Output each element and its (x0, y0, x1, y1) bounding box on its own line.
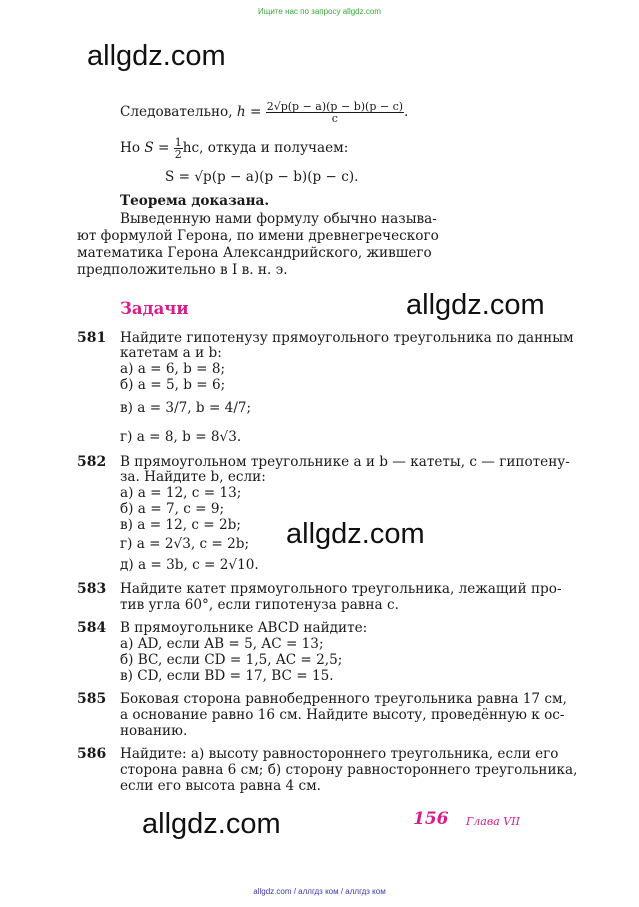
problem-text: катетам a и b: (120, 345, 222, 361)
problem-item: а) AD, если AB = 5, AC = 13; (120, 636, 324, 652)
h-formula-fraction (266, 101, 404, 124)
problem-text: Найдите: а) высоту равностороннего треугольника, если его (120, 746, 559, 762)
problem-item: а) a = 12, c = 13; (120, 485, 242, 501)
heron-paragraph-line: ют формулой Герона, по имени древнегреческого (77, 228, 439, 244)
problem-number: 586 (77, 746, 107, 762)
watermark: allgdz.com (286, 518, 425, 550)
problem-number: 583 (77, 581, 107, 597)
problem-text: тив угла 60°, если гипотенуза равна c. (120, 597, 399, 613)
heron-paragraph-line: математика Герона Александрийского, жившего (77, 245, 432, 261)
half-fraction: $\frac{1}{2}$ (174, 136, 182, 161)
problem-item: д) a = 3b, c = 2√10. (120, 557, 259, 573)
problem-text: а основание равно 16 см. Найдите высоту, проведённую к ос- (120, 707, 565, 723)
theorem-proved: Теорема доказана. (120, 193, 270, 209)
problem-item: б) a = 5, b = 6; (120, 377, 226, 393)
top-search-link[interactable]: Ищите нас по запросу allgdz.com (258, 7, 381, 16)
problem-text: за. Найдите b, если: (120, 469, 266, 485)
h-formula-prefix: Следовательно, (120, 104, 233, 120)
problem-number: 585 (77, 691, 107, 707)
s-intro-suffix: hc, откуда и получаем: (182, 140, 349, 156)
s-intro-prefix: Но (120, 140, 141, 156)
heron-paragraph-line: Выведенную нами формулу обычно называ- (120, 211, 437, 227)
problem-item: г) a = 2√3, c = 2b; (120, 536, 250, 552)
problem-text: Найдите катет прямоугольного треугольника, лежащий про- (120, 581, 562, 597)
problem-item: в) a = 3/7, b = 4/7; (120, 400, 252, 416)
problem-item: б) a = 7, c = 9; (120, 501, 225, 517)
h-formula-denominator: c (331, 112, 338, 125)
chapter-label: Глава VII (466, 815, 520, 828)
problem-text: нованию. (120, 723, 188, 739)
problem-number: 581 (77, 330, 107, 346)
footer-links[interactable]: allgdz.com / аллгдз ком / аллгдз ком (253, 887, 386, 896)
problem-text: если его высота равна 4 см. (120, 778, 321, 794)
problem-item: в) a = 12, c = 2b; (120, 517, 241, 533)
heron-paragraph-line: предположительно в I в. н. э. (77, 262, 288, 278)
h-formula-line: Следовательно, h = $\frac{2√p(p - a)(p - b)(p - c)}{c}$ . (120, 100, 409, 125)
problem-item: а) a = 6, b = 8; (120, 361, 226, 377)
problem-item: г) a = 8, b = 8√3. (120, 429, 242, 445)
problem-text: В прямоугольнике ABCD найдите: (120, 620, 368, 636)
problem-text: сторона равна 6 см; б) сторону равностороннего треугольника, (120, 762, 578, 778)
problem-number: 582 (77, 454, 107, 470)
problem-text: Боковая сторона равнобедренного треугольника равна 17 см, (120, 691, 567, 707)
watermark: allgdz.com (87, 40, 226, 72)
problem-number: 584 (77, 620, 107, 636)
s-formula: S = √p(p − a)(p − b)(p − c). (165, 169, 359, 185)
page-number: 156 (413, 809, 449, 829)
h-formula-numerator: 2√p(p − a)(p − b)(p − c) (266, 100, 404, 113)
watermark: allgdz.com (142, 808, 281, 840)
problem-text: Найдите гипотенузу прямоугольного треугольника по данным (120, 330, 574, 346)
problem-text: В прямоугольном треугольнике a и b — катеты, c — гипотену- (120, 454, 570, 470)
s-intro-line: Но S = $\frac{1}{2}$ hc, откуда и получаем: (120, 136, 349, 161)
watermark: allgdz.com (406, 289, 545, 321)
section-title: Задачи (120, 299, 189, 318)
problem-item: в) CD, если BD = 17, BC = 15. (120, 668, 334, 684)
problem-item: б) BC, если CD = 1,5, AC = 2,5; (120, 652, 343, 668)
